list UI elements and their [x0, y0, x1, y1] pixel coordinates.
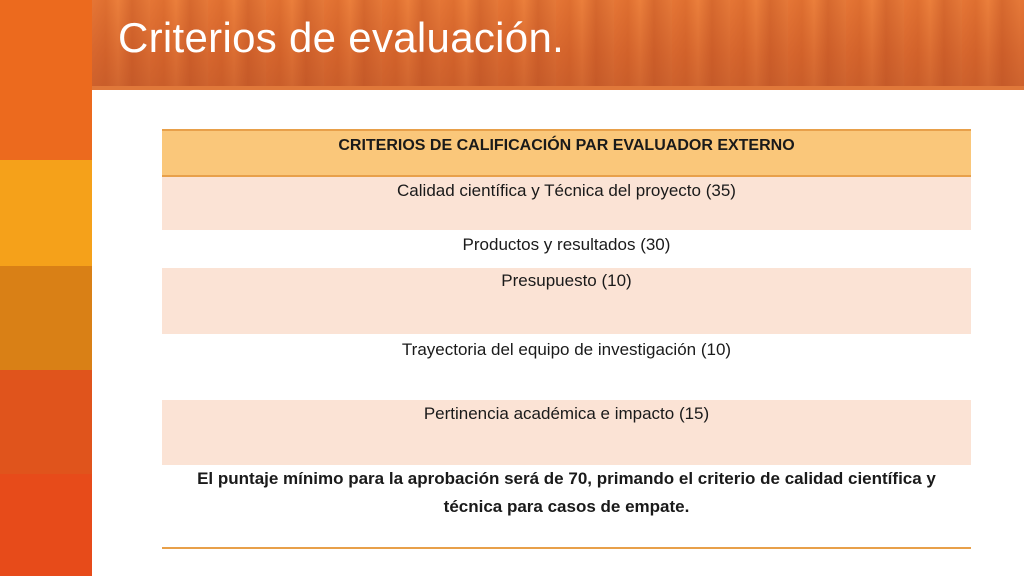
table-row: Calidad científica y Técnica del proyecto (35)	[162, 177, 971, 230]
table-row: Trayectoria del equipo de investigación (10)	[162, 334, 971, 400]
table-row: Productos y resultados (30)	[162, 230, 971, 268]
table-header: CRITERIOS DE CALIFICACIÓN PAR EVALUADOR EXTERNO	[162, 129, 971, 177]
criteria-table	[162, 129, 971, 549]
header-banner-edge	[92, 86, 1024, 90]
left-stripe-orange	[0, 0, 92, 160]
left-stripe-red	[0, 474, 92, 576]
table-footer-note: El puntaje mínimo para la aprobación será de 70, primando el criterio de calidad científica y técnica para casos de empate.	[162, 465, 971, 549]
table-row: Presupuesto (10)	[162, 268, 971, 334]
slide-title: Criterios de evaluación.	[118, 14, 565, 61]
left-stripe-yellow	[0, 160, 92, 266]
table-row: Pertinencia académica e impacto (15)	[162, 400, 971, 465]
left-stripe-red-orange	[0, 370, 92, 474]
left-stripe-amber	[0, 266, 92, 370]
